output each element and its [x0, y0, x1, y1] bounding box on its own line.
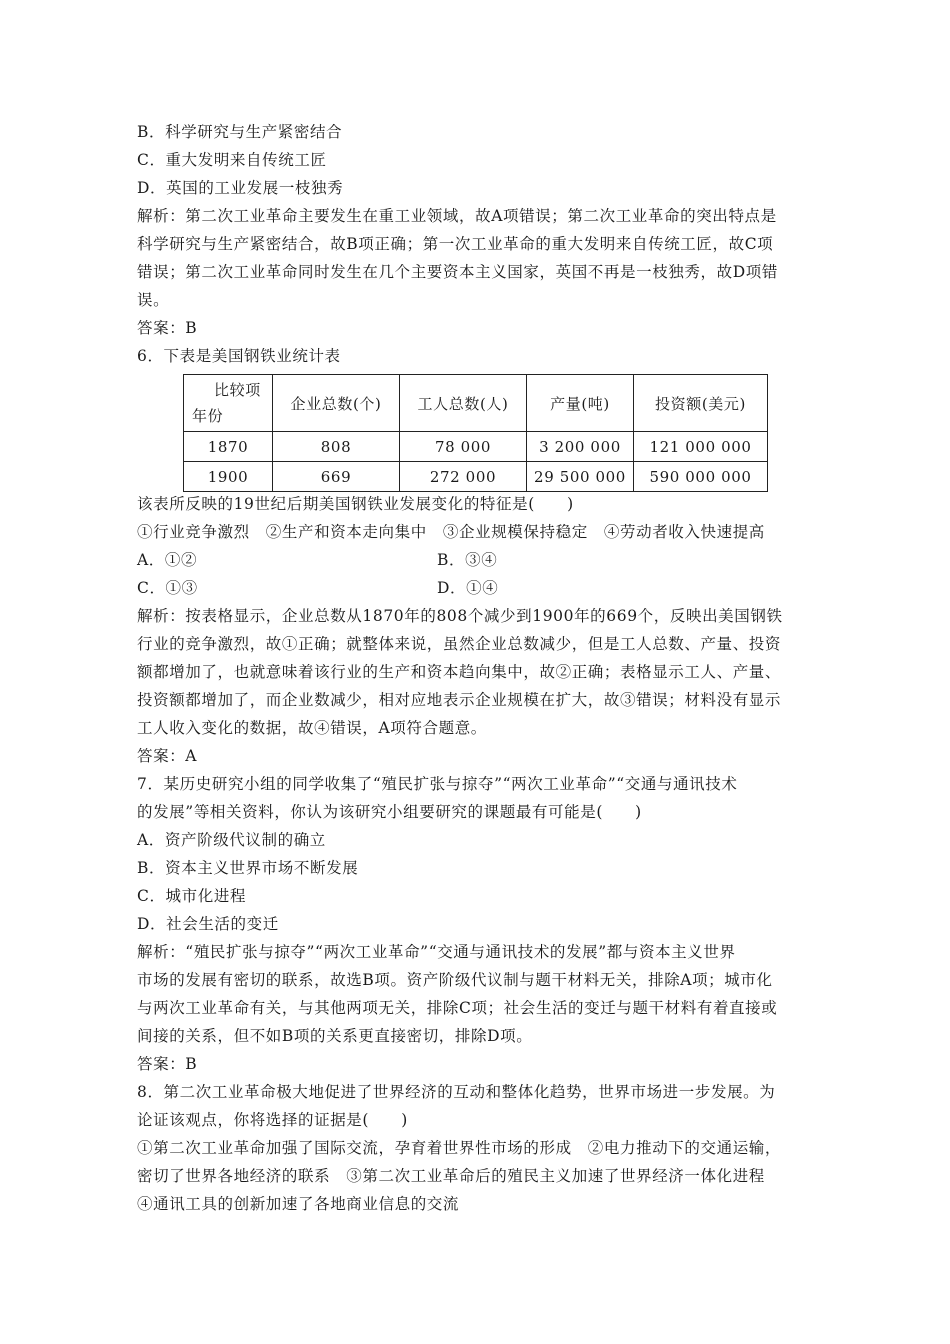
- corner-label-item: 比较项: [214, 381, 261, 399]
- q6-question: 该表所反映的19世纪后期美国钢铁业发展变化的特征是( ): [137, 495, 574, 513]
- q8-choice-line: 密切了世界各地经济的联系 ③第二次工业革命后的殖民主义加速了世界经济一体化进程: [137, 1167, 765, 1185]
- q6-analysis-line: 行业的竞争激烈，故①正确；就整体来说，虽然企业总数减少，但是工人总数、产量、投资: [137, 635, 782, 653]
- q6-option-d: D．①④: [437, 579, 499, 597]
- q6-option-b: B．③④: [437, 551, 498, 569]
- q7-answer: 答案：B: [137, 1055, 198, 1073]
- table-cell: 1900: [184, 462, 273, 492]
- table-header-cell: 投资额(美元): [634, 375, 768, 432]
- q5-analysis-line: 误。: [137, 291, 170, 309]
- q7-option-c: C．城市化进程: [137, 887, 247, 905]
- table-cell: 29 500 000: [527, 462, 634, 492]
- q7-analysis-line: 市场的发展有密切的联系，故选B项。资产阶级代议制与题干材料无关，排除A项；城市化: [137, 971, 773, 989]
- q6-analysis-line: 额都增加了，也就意味着该行业的生产和资本趋向集中，故②正确；表格显示工人、产量、: [137, 663, 782, 681]
- q6-option-a: A．①②: [137, 551, 198, 569]
- table-cell: 272 000: [400, 462, 527, 492]
- q5-option-b: B．科学研究与生产紧密结合: [137, 123, 343, 141]
- q8-stem-line: 8．第二次工业革命极大地促进了世界经济的互动和整体化趋势，世界市场进一步发展。为: [137, 1083, 776, 1101]
- table-cell: 78 000: [400, 432, 527, 462]
- q7-stem-line: 的发展”等相关资料，你认为该研究小组要研究的课题最有可能是( ): [137, 803, 642, 821]
- q7-option-d: D．社会生活的变迁: [137, 915, 279, 933]
- q5-option-c: C．重大发明来自传统工匠: [137, 151, 327, 169]
- q5-answer: 答案：B: [137, 319, 198, 337]
- q5-analysis-line: 错误；第二次工业革命同时发生在几个主要资本主义国家，英国不再是一枝独秀，故D项错: [137, 263, 778, 281]
- q8-choice-line: ④通讯工具的创新加速了各地商业信息的交流: [137, 1195, 460, 1213]
- table-cell: 808: [273, 432, 400, 462]
- q6-option-c: C．①③: [137, 579, 198, 597]
- q7-analysis-line: 与两次工业革命有关，与其他两项无关，排除C项；社会生活的变迁与题干材料有着直接或: [137, 999, 778, 1017]
- q7-analysis-line: 解析：“殖民扩张与掠夺”“两次工业革命”“交通与通讯技术的发展”都与资本主义世界: [137, 943, 736, 961]
- q6-analysis-line: 投资额都增加了，而企业数减少，相对应地表示企业规模在扩大，故③错误；材料没有显示: [137, 691, 782, 709]
- q5-analysis-line: 解析：第二次工业革命主要发生在重工业领域，故A项错误；第二次工业革命的突出特点是: [137, 207, 777, 225]
- table-cell: 1870: [184, 432, 273, 462]
- corner-label-year: 年份: [192, 407, 224, 425]
- q7-option-b: B．资本主义世界市场不断发展: [137, 859, 359, 877]
- q6-analysis-line: 工人收入变化的数据，故④错误，A项符合题意。: [137, 719, 487, 737]
- table-row: [184, 462, 768, 492]
- table-cell: 121 000 000: [634, 432, 768, 462]
- table-cell: 669: [273, 462, 400, 492]
- q6-choices: ①行业竞争激烈 ②生产和资本走向集中 ③企业规模保持稳定 ④劳动者收入快速提高: [137, 523, 765, 541]
- q8-stem-line: 论证该观点，你将选择的证据是( ): [137, 1111, 408, 1129]
- table-header-cell: 企业总数(个): [273, 375, 400, 432]
- table-row: [184, 432, 768, 462]
- q7-stem-line: 7．某历史研究小组的同学收集了“殖民扩张与掠夺”“两次工业革命”“交通与通讯技术: [137, 775, 738, 793]
- q5-option-d: D．英国的工业发展一枝独秀: [137, 179, 344, 197]
- steel-statistics-table: [183, 374, 768, 492]
- table-header-cell: 工人总数(人): [400, 375, 527, 432]
- q7-option-a: A．资产阶级代议制的确立: [137, 831, 326, 849]
- table-header-row: [184, 375, 768, 432]
- q6-answer: 答案：A: [137, 747, 198, 765]
- q6-analysis-line: 解析：按表格显示，企业总数从1870年的808个减少到1900年的669个，反映出美国钢铁: [137, 607, 783, 625]
- q7-analysis-line: 间接的关系，但不如B项的关系更直接密切，排除D项。: [137, 1027, 533, 1045]
- table-cell: 3 200 000: [527, 432, 634, 462]
- q6-stem: 6．下表是美国钢铁业统计表: [137, 347, 341, 365]
- table-header-cell: 产量(吨): [527, 375, 634, 432]
- table-cell: 590 000 000: [634, 462, 768, 492]
- table-corner-cell: [184, 375, 273, 432]
- q5-analysis-line: 科学研究与生产紧密结合，故B项正确；第一次工业革命的重大发明来自传统工匠，故C项: [137, 235, 774, 253]
- q8-choice-line: ①第二次工业革命加强了国际交流，孕育着世界性市场的形成 ②电力推动下的交通运输，: [137, 1139, 782, 1157]
